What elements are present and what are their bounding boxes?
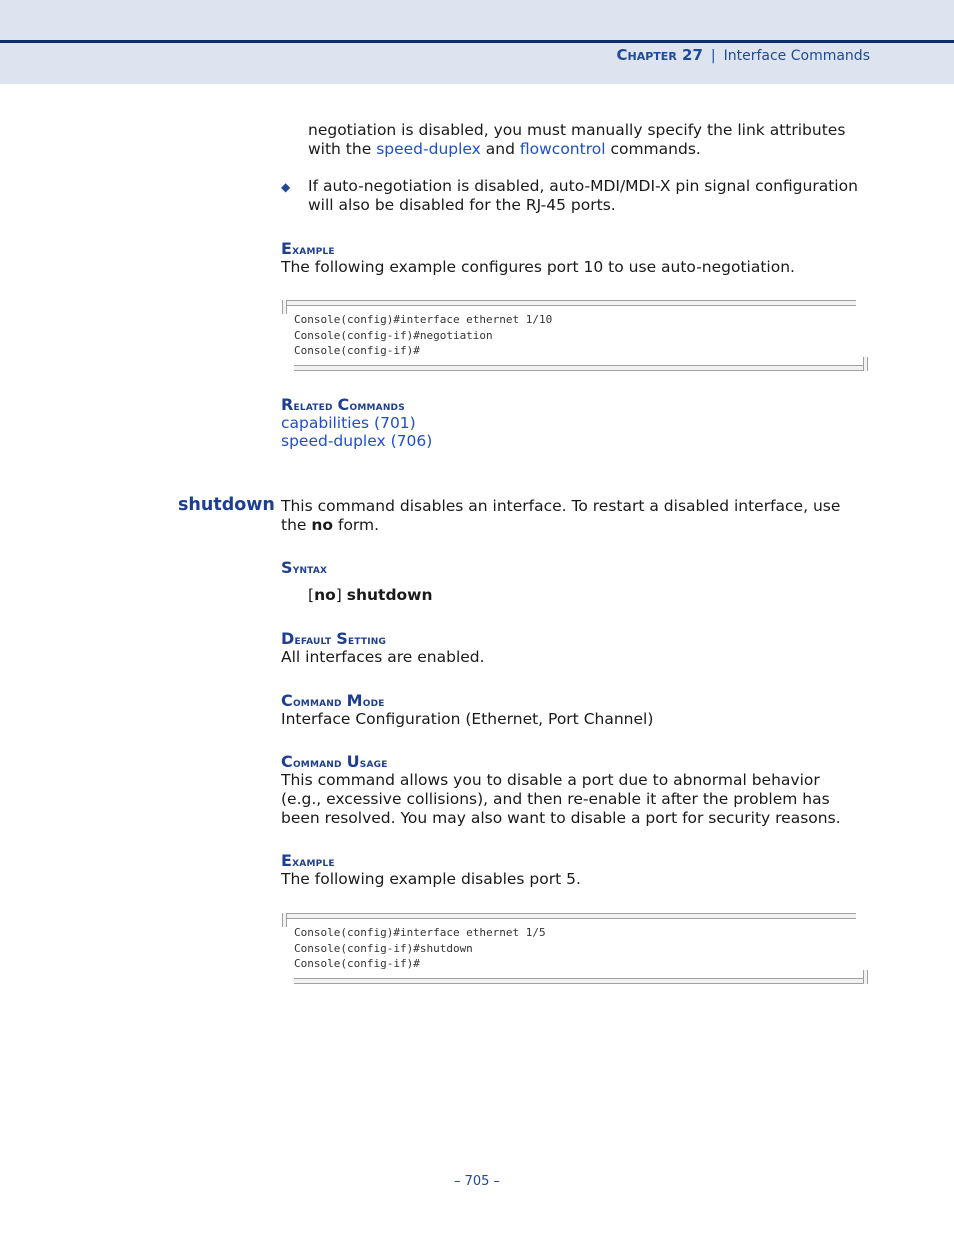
heading-cap: M — [346, 691, 363, 710]
header-rule — [0, 40, 954, 43]
related-link-capabilities[interactable]: capabilities (701) — [281, 414, 416, 432]
code-border-right — [863, 357, 868, 371]
command-usage-heading — [281, 752, 388, 771]
page-number: – 705 – — [453, 1174, 501, 1189]
bold-keyword: shutdown — [346, 586, 433, 604]
syntax-line — [308, 586, 433, 605]
heading-cap: U — [346, 752, 360, 771]
header-separator: | — [710, 48, 716, 64]
heading-rest: ode — [362, 694, 385, 710]
heading-rest: etting — [347, 632, 387, 648]
example-heading — [281, 851, 335, 870]
command-term: shutdown — [178, 495, 275, 515]
heading-rest: efault — [294, 632, 337, 648]
heading-rest: xample — [292, 242, 335, 258]
heading-rest: sage — [359, 755, 388, 771]
speed-duplex-link[interactable]: speed-duplex — [376, 140, 481, 158]
heading-cap: D — [281, 629, 295, 648]
text-span: with the — [308, 140, 377, 158]
code-block — [282, 300, 868, 371]
text-span: commands. — [605, 140, 701, 158]
command-mode-text: Interface Configuration (Ethernet, Port Channel) — [281, 710, 654, 728]
paragraph-line: negotiation is disabled, you must manually specify the link attributes — [308, 121, 846, 139]
command-mode-heading — [281, 691, 385, 710]
code-line: Console(config-if)#shutdown — [294, 941, 473, 955]
example-heading — [281, 239, 335, 258]
text-span: ] — [335, 586, 347, 604]
heading-cap: C — [281, 691, 293, 710]
code-line: Console(config-if)#negotiation — [294, 328, 493, 342]
text-span: form. — [333, 516, 380, 534]
bold-keyword: no — [314, 586, 336, 604]
code-border-bottom — [294, 365, 868, 371]
paragraph-line — [308, 140, 845, 159]
code-border-bottom — [294, 978, 868, 984]
paragraph-line: This command allows you to disable a port due to abnormal behavior — [281, 771, 820, 789]
heading-cap: E — [281, 239, 293, 258]
code-line: Console(config)#interface ethernet 1/10 — [294, 313, 553, 326]
chapter-section: Interface Commands — [723, 48, 870, 64]
text-span: the — [281, 516, 312, 534]
example-text: The following example configures port 10 to use auto-negotiation. — [281, 258, 795, 276]
code-line: Console(config)#interface ethernet 1/5 — [294, 926, 546, 939]
continued-paragraph — [308, 121, 845, 159]
heading-cap: E — [281, 851, 293, 870]
command-description — [281, 497, 840, 535]
default-setting-text: All interfaces are enabled. — [281, 648, 485, 666]
text-span: [ — [308, 586, 315, 604]
heading-rest: ommands — [349, 398, 405, 414]
chapter-label: Chapter 27 — [616, 46, 703, 64]
code-lines — [282, 306, 868, 365]
code-line: Console(config-if)# — [294, 344, 420, 357]
default-setting-heading — [281, 629, 386, 648]
code-block — [282, 913, 868, 984]
heading-rest: yntax — [292, 561, 328, 577]
heading-rest: elated — [293, 398, 338, 414]
heading-cap: S — [281, 558, 293, 577]
heading-rest: ommand — [292, 694, 347, 710]
text-span: and — [480, 140, 520, 158]
heading-cap: C — [281, 752, 293, 771]
paragraph-line: been resolved. You may also want to disable a port for security reasons. — [281, 809, 841, 827]
heading-rest: xample — [292, 854, 335, 870]
paragraph-line: If auto-negotiation is disabled, auto-MDI/MDI-X pin signal configuration — [308, 177, 858, 195]
heading-cap: S — [336, 629, 348, 648]
paragraph-line: will also be disabled for the RJ-45 ports. — [308, 196, 616, 214]
bold-keyword: no — [311, 516, 334, 534]
page-header — [0, 0, 954, 84]
related-link-speed-duplex[interactable]: speed-duplex (706) — [281, 432, 433, 450]
code-border-left — [282, 913, 287, 927]
heading-rest: ommand — [292, 755, 347, 771]
diamond-bullet-icon: ◆ — [281, 180, 291, 194]
paragraph-line: This command disables an interface. To restart a disabled interface, use — [281, 497, 841, 515]
code-line: Console(config-if)# — [294, 957, 420, 970]
command-usage-text — [281, 771, 841, 828]
paragraph-line — [281, 516, 840, 535]
code-border-right — [863, 970, 868, 984]
bullet-paragraph — [308, 177, 858, 215]
heading-cap: C — [337, 395, 350, 414]
related-commands-heading — [281, 395, 405, 414]
syntax-heading — [281, 558, 327, 577]
code-border-left — [282, 300, 287, 314]
flowcontrol-link[interactable]: flowcontrol — [519, 140, 606, 158]
heading-cap: R — [281, 395, 294, 414]
code-lines — [282, 919, 868, 978]
example-text: The following example disables port 5. — [281, 870, 581, 888]
header-title — [617, 46, 870, 64]
paragraph-line: (e.g., excessive collisions), and then re-enable it after the problem has — [281, 790, 830, 808]
